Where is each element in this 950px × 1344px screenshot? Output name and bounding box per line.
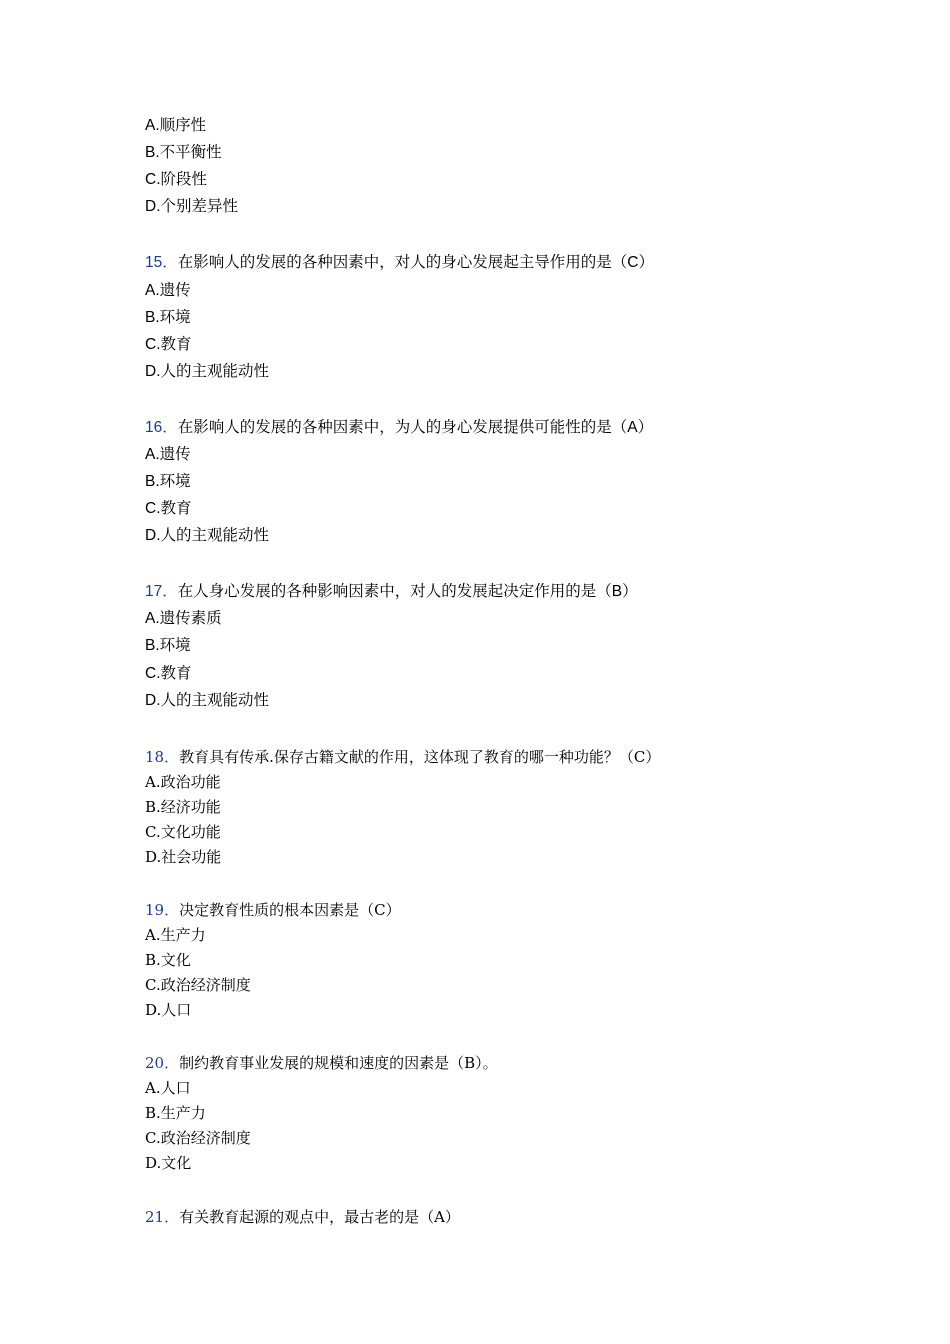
option-a: A.顺序性 (145, 117, 207, 134)
question-number: 16． (145, 419, 178, 436)
option-d: D.人的主观能动性 (145, 527, 270, 544)
question-text: 在人身心发展的各种影响因素中，对人的发展起决定作用的是（B） (177, 583, 638, 600)
option-c: C.政治经济制度 (145, 976, 251, 994)
option-c: C.政治经济制度 (145, 1129, 251, 1147)
question-text: 决定教育性质的根本因素是（C） (179, 901, 401, 919)
option-b: B.不平衡性 (145, 144, 222, 161)
question-number: 18． (145, 748, 180, 766)
option-b: B.环境 (145, 637, 191, 654)
option-b: B.环境 (145, 309, 191, 326)
option-c: C.教育 (145, 500, 192, 517)
option-c: C.教育 (145, 665, 192, 682)
question-number: 19． (145, 901, 180, 919)
question-number: 17． (145, 583, 178, 600)
option-d: D.人口 (145, 1001, 192, 1019)
option-a: A.政治功能 (145, 773, 221, 791)
option-a: A.遗传 (145, 282, 191, 299)
option-d: D.人的主观能动性 (145, 363, 270, 380)
question-16 (145, 418, 653, 438)
option-b: B.环境 (145, 473, 191, 490)
option-a: A.生产力 (145, 926, 206, 944)
question-text: 教育具有传承.保存古籍文献的作用，这体现了教育的哪一种功能？（C） (179, 748, 661, 766)
question-20 (145, 1053, 498, 1073)
option-b: B.生产力 (145, 1104, 206, 1122)
option-d: D.文化 (145, 1154, 192, 1172)
option-d: D.人的主观能动性 (145, 692, 270, 709)
option-d: D.社会功能 (145, 848, 222, 866)
option-d: D.个别差异性 (145, 198, 239, 215)
question-18 (145, 747, 660, 767)
option-c: C.教育 (145, 336, 192, 353)
question-text: 制约教育事业发展的规模和速度的因素是（B）。 (179, 1054, 498, 1072)
question-text: 在影响人的发展的各种因素中，为人的身心发展提供可能性的是（A） (177, 419, 654, 436)
option-a: A.人口 (145, 1079, 191, 1097)
question-15 (145, 253, 654, 273)
question-17 (145, 582, 638, 602)
option-b: B.文化 (145, 951, 191, 969)
question-text: 在影响人的发展的各种因素中，对人的身心发展起主导作用的是（C） (177, 254, 654, 271)
question-19 (145, 900, 401, 920)
question-number: 15． (145, 254, 178, 271)
option-a: A.遗传 (145, 446, 191, 463)
option-b: B.经济功能 (145, 798, 221, 816)
option-a: A.遗传素质 (145, 610, 222, 627)
question-number: 21． (145, 1208, 180, 1226)
question-21 (145, 1207, 460, 1227)
option-c: C.文化功能 (145, 823, 221, 841)
question-text: 有关教育起源的观点中，最古老的是（A） (179, 1208, 460, 1226)
question-number: 20． (145, 1054, 180, 1072)
option-c: C.阶段性 (145, 171, 208, 188)
